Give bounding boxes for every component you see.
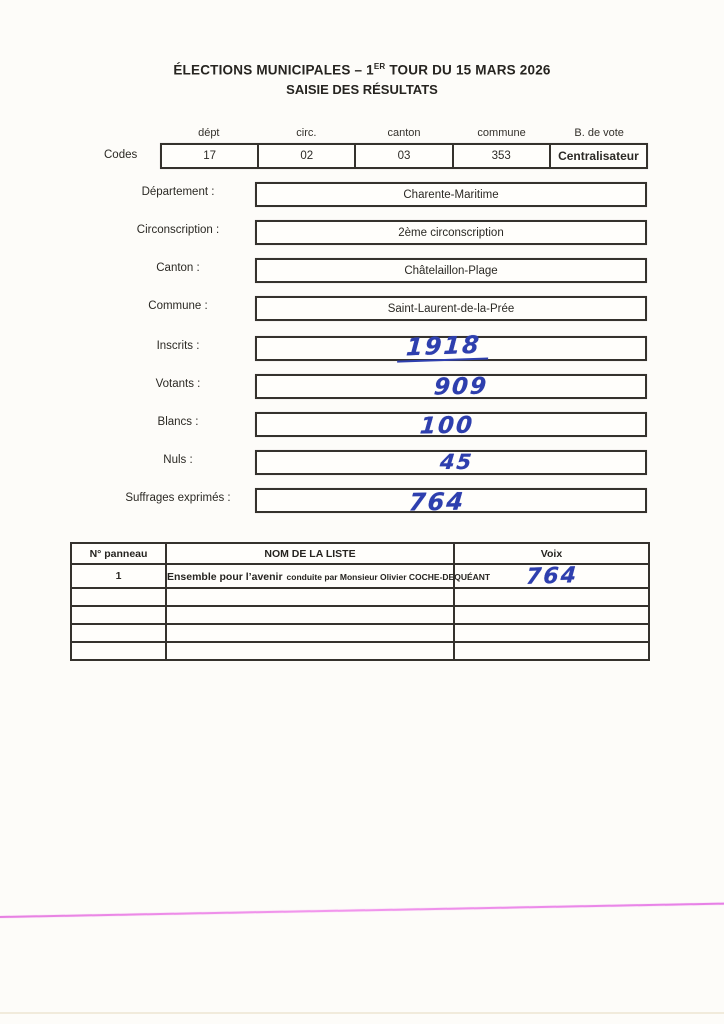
field-label: Blancs :: [157, 416, 199, 428]
field-row: [0, 486, 724, 517]
codes-value-cell: 17: [203, 150, 216, 162]
field-value-box: [255, 486, 647, 517]
field-value-box: [255, 296, 647, 321]
handwritten-value: 100: [418, 412, 476, 440]
field-label: Nuls :: [163, 454, 193, 466]
cell-liste: [166, 606, 454, 624]
handwritten-value: 764: [407, 486, 467, 517]
field-value-box: [255, 182, 647, 207]
field-printed-value: Châtelaillon-Plage: [404, 264, 498, 277]
codes-col-header: B. de vote: [574, 127, 624, 139]
field-label: Circonscription :: [136, 224, 220, 236]
liste-detail: conduite par Monsieur Olivier COCHE-DEQUÉANT: [286, 572, 491, 582]
field-row: [0, 450, 724, 476]
cell-panneau: [71, 564, 166, 588]
cell-liste: [166, 564, 491, 588]
liste-name: Ensemble pour l’avenir: [167, 571, 283, 583]
table-row: [71, 588, 649, 606]
cell-liste: [166, 642, 454, 660]
codes-value-cell: 353: [452, 145, 549, 167]
cell-liste: [166, 624, 454, 642]
col-header-liste: NOM DE LA LISTE: [166, 543, 454, 564]
field-row: [0, 330, 724, 362]
codes-col-header: dépt: [198, 127, 220, 139]
codes-column-headers: [160, 127, 648, 139]
field-label: Commune :: [148, 300, 208, 312]
results-table-header-row: [71, 543, 649, 564]
codes-col-header: circ.: [296, 127, 317, 139]
handwritten-value: 1918: [397, 332, 490, 362]
field-label: Canton :: [156, 262, 200, 274]
panneau-value: 1: [115, 570, 122, 582]
field-value-box: [255, 412, 647, 440]
title-superscript: ER: [373, 62, 386, 71]
table-row: [71, 564, 649, 588]
results-table: [70, 542, 650, 661]
form-title-line1: [0, 62, 724, 78]
codes-row-label: Codes: [104, 149, 138, 161]
field-printed-value: Saint-Laurent-de-la-Prée: [387, 302, 515, 315]
codes-value-strip: [160, 143, 648, 169]
cell-voix: [454, 606, 649, 624]
field-value-box: [255, 450, 647, 475]
field-row: [0, 258, 724, 284]
codes-value-cell: Centralisateur: [549, 145, 646, 167]
form-title: [0, 62, 724, 97]
field-label: Suffrages exprimés :: [125, 492, 231, 504]
title-text-rest: TOUR DU 15 MARS 2026: [385, 62, 551, 78]
field-row: [0, 374, 724, 400]
col-header-voix: Voix: [454, 543, 649, 564]
field-printed-value: Charente-Maritime: [403, 188, 499, 201]
handwritten-value: 909: [432, 373, 490, 401]
table-row: [71, 642, 649, 660]
field-row: [0, 182, 724, 208]
field-value-box: [255, 220, 647, 245]
field-label: Département :: [141, 186, 215, 198]
codes-col-header: canton: [387, 127, 421, 139]
codes-col-header: commune: [477, 127, 526, 139]
scan-bottom-edge: [0, 1012, 724, 1014]
col-header-panneau: N° panneau: [71, 543, 166, 564]
codes-value-cell: 02: [257, 145, 354, 167]
title-text: ÉLECTIONS MUNICIPALES – 1: [173, 62, 374, 78]
field-row: [0, 296, 724, 322]
table-row: [71, 606, 649, 624]
cell-panneau: [71, 642, 166, 660]
cell-panneau: [71, 588, 166, 606]
cell-voix: [454, 588, 649, 606]
cell-liste: [166, 588, 454, 606]
field-value-box: [255, 374, 647, 399]
field-printed-value: 2ème circonscription: [398, 226, 504, 239]
table-row: [71, 624, 649, 642]
handwritten-value: 45: [439, 450, 475, 474]
form-title-line2: SAISIE DES RÉSULTATS: [286, 81, 438, 97]
field-label: Inscrits :: [156, 340, 200, 352]
field-label: Votants :: [155, 378, 201, 390]
scan-artifact-pink-line: [0, 903, 724, 918]
field-row: [0, 220, 724, 246]
cell-voix: [454, 624, 649, 642]
cell-voix: [454, 642, 649, 660]
cell-panneau: [71, 624, 166, 642]
handwritten-voix-value: 764: [524, 563, 579, 590]
cell-panneau: [71, 606, 166, 624]
codes-value-cell: 03: [354, 145, 451, 167]
field-value-box: [255, 258, 647, 283]
field-value-box: [255, 330, 647, 362]
field-row: [0, 412, 724, 438]
